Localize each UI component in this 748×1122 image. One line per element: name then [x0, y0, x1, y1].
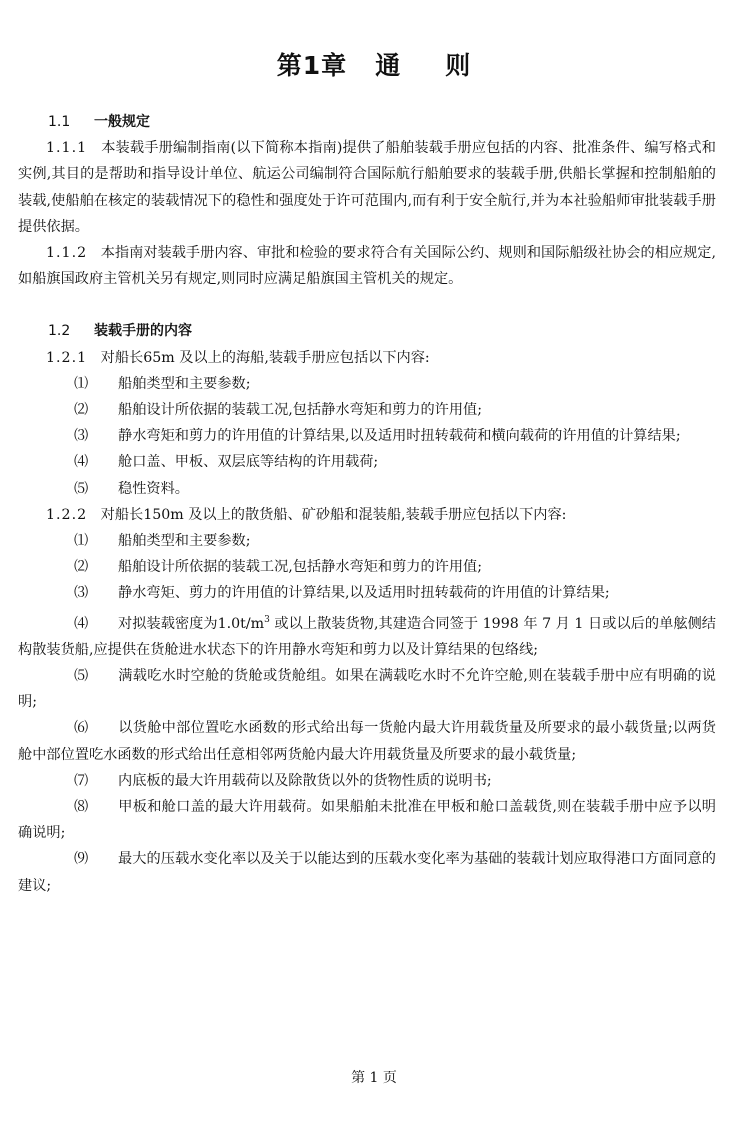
section-number: 1.1 [48, 114, 71, 130]
item-text: 舱口盖、甲板、双层底等结构的许用载荷; [118, 454, 379, 471]
list-item [18, 371, 716, 397]
superscript: 3 [264, 614, 270, 625]
clause-text: 本指南对装载手册内容、审批和检验的要求符合有关国际公约、规则和国际船级社协会的相应规定,如船旗国政府主管机关另有规定,则同时应满足船旗国主管机关的规定。 [18, 245, 717, 288]
clause-number: 1.1.2 [46, 245, 88, 262]
item-text: 内底板的最大许用载荷以及除散货以外的货物性质的说明书; [118, 772, 492, 789]
item-text: 对拟装载密度为1.0t/m [118, 615, 265, 632]
clause-text: 本装载手册编制指南(以下简称本指南)提供了船舶装载手册应包括的内容、批准条件、编写格式和实例,其目的是帮助和指导设计单位、航运公司编制符合国际航行船舶要求的装载手册,供船长掌握和控制船舶的装载,使船舶在核定的装载情况下的稳性和强度处于许可范围内,而有利于安全航行,并为本社验船师审批装载手册提供依据。 [18, 140, 716, 235]
clause-text: 对船长150m 及以上的散货船、矿砂船和混装船,装载手册应包括以下内容: [100, 506, 567, 523]
clause-text: 对船长65m 及以上的海船,装载手册应包括以下内容: [100, 349, 430, 366]
section-heading-1-2 [18, 318, 716, 344]
section-heading-1-1 [18, 109, 716, 135]
clause-number: 1.1.1 [46, 140, 88, 157]
item-text: 甲板和舱口盖的最大许用载荷。如果船舶未批准在甲板和舱口盖载货,则在装载手册中应予以明确说明; [18, 799, 716, 842]
item-marker: ⑸ [74, 480, 89, 497]
item-marker: ⑵ [74, 402, 89, 419]
item-marker: ⑶ [74, 428, 89, 445]
chapter-title-word-1: 通 [375, 51, 402, 80]
section-title: 装载手册的内容 [94, 323, 192, 340]
paragraph-1-1-1 [18, 135, 716, 240]
item-marker: ⑶ [74, 585, 89, 602]
chapter-title [0, 46, 748, 82]
item-marker: ⑴ [74, 375, 89, 392]
list-item [18, 715, 716, 767]
list-item [18, 476, 716, 502]
item-marker: ⑹ [74, 720, 89, 737]
item-marker: ⑺ [74, 772, 89, 789]
item-marker: ⑵ [74, 559, 89, 576]
list-item [18, 663, 716, 715]
list-item [18, 528, 716, 554]
document-body [18, 109, 716, 899]
chapter-title-word-2: 则 [445, 51, 472, 80]
section-number: 1.2 [48, 323, 71, 340]
item-marker: ⑼ [74, 851, 89, 868]
item-text: 静水弯矩、剪力的许用值的计算结果,以及适用时扭转载荷的许用值的计算结果; [118, 585, 610, 602]
item-marker: ⑸ [74, 668, 89, 685]
clause-number: 1.2.2 [46, 506, 88, 523]
list-item [18, 397, 716, 423]
list-item [18, 607, 716, 663]
item-text: 以货舱中部位置吃水函数的形式给出每一货舱内最大许用载货量及所要求的最小载货量;以两货舱中部位置吃水函数的形式给出任意相邻两货舱内最大许用载货量及所要求的最小载货量; [18, 720, 716, 763]
item-text: 静水弯矩和剪力的许用值的计算结果,以及适用时扭转载荷和横向载荷的许用值的计算结果; [118, 428, 681, 445]
item-marker: ⑻ [74, 799, 89, 816]
list-item [18, 794, 716, 846]
list-item [18, 580, 716, 606]
clause-number: 1.2.1 [46, 349, 88, 366]
list-item [18, 449, 716, 475]
item-text-continued: 或以上散装货物,其建造合同签于 1998 年 7 月 1 日或以后的单舷侧结构散装货船,应提供在货舱进水状态下的许用静水弯矩和剪力以及计算结果的包络线; [18, 615, 716, 658]
list-item [18, 846, 716, 898]
item-text: 稳性资料。 [118, 480, 189, 497]
list-item [18, 554, 716, 580]
item-marker: ⑷ [74, 615, 89, 632]
item-text: 船舶类型和主要参数; [118, 375, 251, 392]
item-text: 满载吃水时空舱的货舱或货舱组。如果在满载吃水时不允许空舱,则在装载手册中应有明确的说明; [18, 668, 716, 711]
item-text: 船舶类型和主要参数; [118, 533, 251, 550]
item-text: 船舶设计所依据的装载工况,包括静水弯矩和剪力的许用值; [118, 559, 482, 576]
page-number: 第 1 页 [351, 1070, 397, 1086]
paragraph-1-1-2 [18, 240, 716, 292]
item-marker: ⑴ [74, 533, 89, 550]
section-title: 一般规定 [94, 114, 150, 130]
chapter-number: 第1章 [276, 51, 348, 80]
item-text: 最大的压载水变化率以及关于以能达到的压载水变化率为基础的装载计划应取得港口方面同意的建议; [18, 851, 716, 894]
list-item [18, 423, 716, 449]
item-text: 船舶设计所依据的装载工况,包括静水弯矩和剪力的许用值; [118, 402, 482, 419]
item-marker: ⑷ [74, 454, 89, 471]
paragraph-1-2-2 [18, 502, 716, 528]
paragraph-1-2-1 [18, 345, 716, 371]
list-item [18, 768, 716, 794]
